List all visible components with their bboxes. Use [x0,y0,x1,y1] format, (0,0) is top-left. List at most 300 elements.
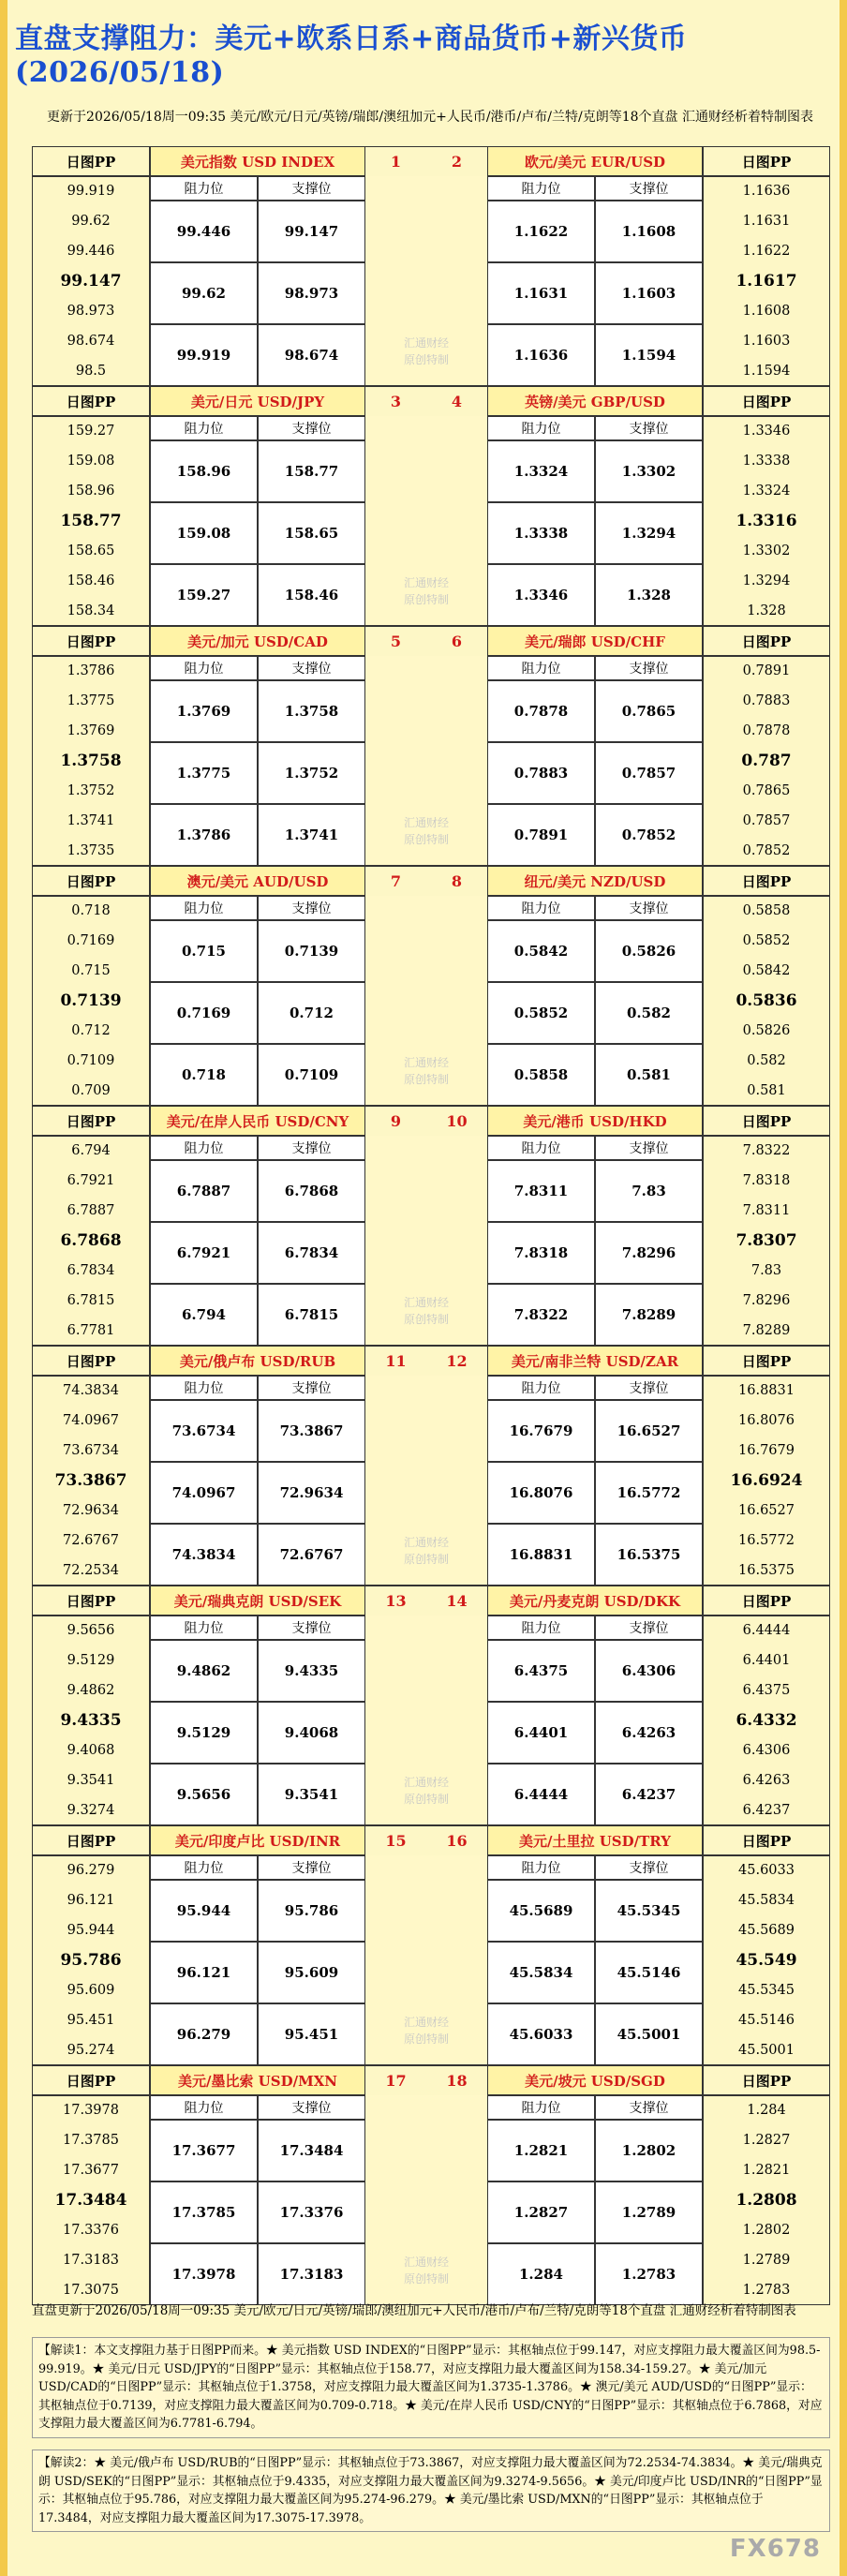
support-value-left: 158.65 [258,502,365,564]
support-value-right: 0.5826 [595,920,703,982]
pp-level-right: 1.2783 [742,2283,791,2298]
pair-number-right: 16 [426,1825,487,1855]
resistance-value-left: 6.7921 [150,1222,258,1284]
pp-level-right: 16.5375 [738,1563,795,1578]
support-label-right: 支撑位 [595,1855,703,1880]
note-block-1: 【解读1：本文支撑阻力基于日图PP而来。★ 美元指数 USD INDEX的“日图PP”显示：其枢轴点位于99.147，对应支撑阻力最大覆盖区间为98.5-99.919。★ 美元/日元 USD/JPY的“日图PP”显示：其枢轴点位于158.77，对应支撑阻力最大覆盖区间为158.34-159.27。★ 美元/加元 USD/CAD的“日图PP”显示：其枢轴点位于1.3758，对应支撑阻力最大覆盖区间为1.3735-1.3786。★ 澳元/美元 AUD/USD的“日图PP”显示：其枢轴点位于0.7139，对应支撑阻力最大覆盖区间为0.709-0.718。★ 美元/在岸人民币 USD/CNY的“日图PP”显示：其枢轴点位于6.7868，对应支撑阻力最大覆盖区间为6.7781-6.794。 [32,2337,830,2438]
resistance-label-left: 阻力位 [150,1136,258,1160]
pp-level-left: 98.674 [67,334,115,349]
resistance-value-right: 7.8322 [487,1284,595,1346]
pair-number-right: 14 [426,1586,487,1616]
resistance-label-right: 阻力位 [487,2095,595,2120]
resistance-value-right: 1.3346 [487,564,595,626]
pair-title-left: 美元/俄卢布 USD/RUB [150,1346,365,1376]
pair-title-left: 美元/在岸人民币 USD/CNY [150,1106,365,1136]
support-value-left: 17.3484 [258,2120,365,2181]
pp-level-right: 0.7852 [742,843,791,858]
support-value-right: 45.5001 [595,2003,703,2065]
pair-block [32,626,830,866]
support-label-left: 支撑位 [258,1376,365,1400]
resistance-value-left: 74.0967 [150,1462,258,1524]
pp-level-right: 1.1594 [742,364,791,379]
pp-level-right: 1.2802 [742,2223,791,2238]
resistance-label-left: 阻力位 [150,1616,258,1640]
pair-title-left: 美元/瑞典克朗 USD/SEK [150,1586,365,1616]
pp-level-right: 0.7865 [742,783,791,798]
watermark-text: 汇通财经 原创特制 [403,576,449,606]
resistance-value-left: 96.121 [150,1942,258,2003]
pp-level-left: 0.7169 [67,933,115,948]
pp-level-right: 16.8076 [738,1413,795,1428]
pp-level-left: 0.715 [71,963,111,978]
pp-level-left: 96.121 [67,1893,115,1908]
support-label-right: 支撑位 [595,656,703,680]
support-value-left: 99.147 [258,201,365,262]
pp-level-right: 6.4306 [742,1743,791,1758]
pp-level-left: 6.7815 [67,1293,115,1308]
pp-level-right: 6.4401 [742,1653,791,1668]
resistance-value-left: 17.3677 [150,2120,258,2181]
pp-level-left: 1.3769 [67,723,115,738]
pp-level-right: 0.582 [747,1053,786,1068]
support-label-right: 支撑位 [595,1616,703,1640]
support-value-left: 9.3541 [258,1764,365,1825]
resistance-value-left: 9.4862 [150,1640,258,1702]
resistance-value-right: 0.7878 [487,680,595,742]
pp-level-left: 9.5129 [67,1653,115,1668]
resistance-value-right: 1.284 [487,2243,595,2305]
pp-level-left: 6.794 [71,1143,111,1158]
resistance-value-right: 16.8831 [487,1524,595,1586]
pp-level-left: 99.919 [67,184,115,199]
support-value-left: 6.7834 [258,1222,365,1284]
pair-number-left: 5 [365,626,426,656]
pp-level-right: 7.8322 [742,1143,791,1158]
pivot-point-left: 99.147 [60,272,122,290]
pp-level-right: 1.284 [747,2103,786,2118]
pp-level-right: 45.6033 [738,1863,795,1878]
pp-level-left: 9.3274 [67,1803,115,1818]
support-value-right: 0.7852 [595,804,703,866]
resistance-label-right: 阻力位 [487,896,595,920]
pp-level-left: 99.446 [67,244,115,259]
pair-block [32,1346,830,1586]
support-value-right: 1.2783 [595,2243,703,2305]
resistance-value-left: 1.3775 [150,742,258,804]
pp-level-left: 72.9634 [63,1503,119,1518]
pp-level-right: 6.4375 [742,1683,791,1698]
pair-title-left: 澳元/美元 AUD/USD [150,866,365,896]
pp-level-right: 1.1636 [742,184,791,199]
pp-level-left: 0.709 [71,1083,111,1098]
watermark-text: 汇通财经 原创特制 [403,1536,449,1566]
pair-number-left: 9 [365,1106,426,1136]
pivot-point-left: 73.3867 [54,1471,127,1490]
pair-number-left: 7 [365,866,426,896]
pivot-point-left: 158.77 [60,512,122,530]
pp-header-left: 日图PP [32,146,150,176]
resistance-value-right: 1.1622 [487,201,595,262]
pair-number-left: 15 [365,1825,426,1855]
pp-level-right: 45.5146 [738,2013,795,2028]
pivot-point-left: 6.7868 [60,1231,122,1250]
pp-level-right: 16.5772 [738,1533,795,1548]
pp-level-right: 7.8289 [742,1323,791,1338]
pp-level-right: 1.3324 [742,484,791,499]
pair-number-right: 8 [426,866,487,896]
support-value-left: 73.3867 [258,1400,365,1462]
pp-level-right: 16.6527 [738,1503,795,1518]
pair-number-right: 18 [426,2065,487,2095]
resistance-value-left: 73.6734 [150,1400,258,1462]
watermark-text: 汇通财经 原创特制 [403,2016,449,2046]
pp-level-right: 6.4263 [742,1773,791,1788]
pp-level-right: 45.5689 [738,1923,795,1938]
resistance-value-left: 17.3978 [150,2243,258,2305]
pair-number-left: 13 [365,1586,426,1616]
support-value-right: 1.328 [595,564,703,626]
support-value-left: 6.7868 [258,1160,365,1222]
pp-level-right: 16.8831 [738,1383,795,1398]
pair-block [32,1586,830,1825]
pair-number-left: 11 [365,1346,426,1376]
pp-level-left: 158.46 [67,573,115,588]
support-value-left: 6.7815 [258,1284,365,1346]
pp-level-left: 9.4862 [67,1683,115,1698]
pp-header-left: 日图PP [32,2065,150,2095]
resistance-value-right: 1.3324 [487,440,595,502]
pp-level-left: 74.3834 [63,1383,119,1398]
pp-level-left: 158.34 [67,603,115,618]
resistance-value-left: 99.62 [150,262,258,324]
pp-level-left: 9.4068 [67,1743,115,1758]
resistance-value-right: 0.7883 [487,742,595,804]
pp-header-left: 日图PP [32,626,150,656]
pp-level-left: 6.7921 [67,1173,115,1188]
watermark-text: 汇通财经 原创特制 [403,336,449,366]
note-block-2: 【解读2：★ 美元/俄卢布 USD/RUB的“日图PP”显示：其枢轴点位于73.3867，对应支撑阻力最大覆盖区间为72.2534-74.3834。★ 美元/瑞典克朗 USD/SEK的“日图PP”显示：其枢轴点位于9.4335，对应支撑阻力最大覆盖区间为9.3274-9.5656。★ 美元/印度卢比 USD/INR的“日图PP”显示：其枢轴点位于95.786，对应支撑阻力最大覆盖区间为95.274-96.279。★ 美元/墨比索 USD/MXN的“日图PP”显示：其枢轴点位于17.3484，对应支撑阻力最大覆盖区间为17.3075-17.3978。 [32,2449,830,2532]
resistance-label-right: 阻力位 [487,1376,595,1400]
resistance-value-left: 1.3786 [150,804,258,866]
pp-level-right: 0.7883 [742,693,791,708]
resistance-value-right: 6.4444 [487,1764,595,1825]
support-value-right: 7.83 [595,1160,703,1222]
pp-level-left: 73.6734 [63,1443,119,1458]
support-value-right: 16.6527 [595,1400,703,1462]
pp-header-right: 日图PP [703,2065,830,2095]
pp-level-right: 0.5858 [742,903,791,918]
support-label-left: 支撑位 [258,896,365,920]
pp-level-left: 1.3735 [67,843,115,858]
support-value-right: 1.1608 [595,201,703,262]
pp-level-left: 0.718 [71,903,111,918]
pair-title-right: 纽元/美元 NZD/USD [487,866,703,896]
pp-level-right: 7.8296 [742,1293,791,1308]
resistance-value-right: 7.8311 [487,1160,595,1222]
pp-level-left: 9.3541 [67,1773,115,1788]
pp-level-left: 95.609 [67,1983,115,1998]
pp-level-left: 1.3786 [67,663,115,678]
support-value-right: 1.1594 [595,324,703,386]
resistance-value-left: 99.446 [150,201,258,262]
pp-header-right: 日图PP [703,866,830,896]
resistance-value-left: 159.08 [150,502,258,564]
pivot-point-left: 9.4335 [60,1711,122,1730]
pp-level-left: 98.973 [67,304,115,319]
resistance-label-left: 阻力位 [150,176,258,201]
pp-level-left: 72.2534 [63,1563,119,1578]
support-value-left: 1.3741 [258,804,365,866]
pivot-point-left: 1.3758 [60,752,122,770]
pivot-point-left: 17.3484 [54,2191,127,2210]
resistance-value-left: 9.5129 [150,1702,258,1764]
support-value-left: 95.451 [258,2003,365,2065]
pp-header-right: 日图PP [703,1586,830,1616]
resistance-value-right: 7.8318 [487,1222,595,1284]
pivot-point-right: 0.787 [741,752,792,770]
resistance-value-right: 0.5852 [487,982,595,1044]
pivot-point-right: 16.6924 [730,1471,803,1490]
pivot-point-left: 0.7139 [60,991,122,1010]
pp-level-left: 17.3075 [63,2283,119,2298]
support-value-left: 98.674 [258,324,365,386]
page-title: 直盘支撑阻力：美元+欧系日系+商品货币+新兴货币(2026/05/18) [15,22,688,89]
support-value-right: 16.5375 [595,1524,703,1586]
resistance-value-right: 16.7679 [487,1400,595,1462]
resistance-value-right: 0.5858 [487,1044,595,1106]
support-value-left: 72.9634 [258,1462,365,1524]
pp-level-right: 0.5842 [742,963,791,978]
pair-number-left: 1 [365,146,426,176]
support-label-right: 支撑位 [595,176,703,201]
support-value-right: 1.3302 [595,440,703,502]
pp-level-left: 17.3376 [63,2223,119,2238]
support-value-left: 9.4068 [258,1702,365,1764]
pp-level-right: 7.8311 [742,1203,791,1218]
pp-level-right: 16.7679 [738,1443,795,1458]
support-value-left: 9.4335 [258,1640,365,1702]
pair-title-right: 美元/瑞郎 USD/CHF [487,626,703,656]
pp-level-left: 98.5 [75,364,107,379]
pair-number-left: 3 [365,386,426,416]
resistance-value-left: 6.7887 [150,1160,258,1222]
pp-level-left: 6.7834 [67,1263,115,1278]
pp-header-left: 日图PP [32,866,150,896]
footer-update-line: 直盘更新于2026/05/18周一09:35 美元/欧元/日元/英镑/瑞郎/澳纽加元+人民币/港币/卢布/兰特/克朗等18个直盘 汇通财经析着特制图表 [32,2303,796,2318]
resistance-label-right: 阻力位 [487,1616,595,1640]
resistance-value-right: 45.5689 [487,1880,595,1942]
pp-header-left: 日图PP [32,1586,150,1616]
pair-number-right: 2 [426,146,487,176]
pair-block [32,1106,830,1346]
resistance-value-right: 16.8076 [487,1462,595,1524]
pp-level-right: 1.3346 [742,424,791,439]
pair-block [32,1825,830,2065]
pp-level-right: 1.1622 [742,244,791,259]
resistance-value-left: 1.3769 [150,680,258,742]
pp-header-left: 日图PP [32,1825,150,1855]
resistance-value-right: 1.1631 [487,262,595,324]
pp-level-left: 6.7887 [67,1203,115,1218]
pp-level-left: 6.7781 [67,1323,115,1338]
pair-title-left: 美元/日元 USD/JPY [150,386,365,416]
support-label-right: 支撑位 [595,2095,703,2120]
resistance-value-right: 45.5834 [487,1942,595,2003]
pp-level-right: 0.7857 [742,813,791,828]
pp-level-left: 158.65 [67,543,115,558]
support-value-right: 1.2789 [595,2181,703,2243]
resistance-value-left: 6.794 [150,1284,258,1346]
pp-level-left: 1.3752 [67,783,115,798]
pair-number-right: 12 [426,1346,487,1376]
support-label-left: 支撑位 [258,1616,365,1640]
pp-level-right: 7.8318 [742,1173,791,1188]
pp-level-left: 0.7109 [67,1053,115,1068]
pp-header-left: 日图PP [32,386,150,416]
pp-level-left: 158.96 [67,484,115,499]
pp-level-left: 72.6767 [63,1533,119,1548]
pair-number-right: 10 [426,1106,487,1136]
pair-block [32,2065,830,2305]
pp-level-left: 17.3183 [63,2253,119,2268]
pair-title-right: 美元/港币 USD/HKD [487,1106,703,1136]
resistance-value-right: 1.3338 [487,502,595,564]
pp-level-right: 1.328 [747,603,786,618]
pp-level-left: 1.3741 [67,813,115,828]
pp-level-left: 159.27 [67,424,115,439]
support-label-left: 支撑位 [258,2095,365,2120]
pair-title-left: 美元/印度卢比 USD/INR [150,1825,365,1855]
fx678-logo: FX678 [729,2535,821,2563]
pp-header-right: 日图PP [703,386,830,416]
resistance-value-left: 158.96 [150,440,258,502]
support-value-right: 45.5146 [595,1942,703,2003]
resistance-value-left: 159.27 [150,564,258,626]
resistance-label-left: 阻力位 [150,1855,258,1880]
resistance-value-left: 74.3834 [150,1524,258,1586]
pp-level-right: 45.5834 [738,1893,795,1908]
pivot-point-right: 0.5836 [736,991,797,1010]
pair-title-left: 美元/加元 USD/CAD [150,626,365,656]
watermark-text: 汇通财经 原创特制 [403,816,449,846]
pp-level-left: 99.62 [71,214,111,229]
resistance-value-left: 0.718 [150,1044,258,1106]
pp-header-right: 日图PP [703,1346,830,1376]
pair-number-right: 6 [426,626,487,656]
support-value-right: 0.582 [595,982,703,1044]
pair-title-left: 美元指数 USD INDEX [150,146,365,176]
support-label-left: 支撑位 [258,416,365,440]
support-value-right: 7.8296 [595,1222,703,1284]
pp-level-left: 17.3677 [63,2163,119,2178]
pp-level-right: 1.2821 [742,2163,791,2178]
pp-level-right: 1.2789 [742,2253,791,2268]
support-value-left: 17.3183 [258,2243,365,2305]
resistance-label-left: 阻力位 [150,2095,258,2120]
resistance-label-left: 阻力位 [150,656,258,680]
pp-level-right: 45.5001 [738,2043,795,2058]
resistance-value-right: 6.4401 [487,1702,595,1764]
update-subtitle: 更新于2026/05/18周一09:35 美元/欧元/日元/英镑/瑞郎/澳纽加元+人民币/港币/卢布/兰特/克朗等18个直盘 汇通财经析着特制图表 [47,110,813,125]
resistance-value-right: 1.2821 [487,2120,595,2181]
support-value-right: 45.5345 [595,1880,703,1942]
pair-title-right: 英镑/美元 GBP/USD [487,386,703,416]
resistance-value-left: 95.944 [150,1880,258,1942]
pair-block [32,386,830,626]
pp-level-right: 0.5826 [742,1023,791,1038]
pair-title-right: 美元/坡元 USD/SGD [487,2065,703,2095]
pp-level-right: 45.5345 [738,1983,795,1998]
pp-level-right: 6.4237 [742,1803,791,1818]
resistance-value-left: 17.3785 [150,2181,258,2243]
resistance-value-left: 99.919 [150,324,258,386]
watermark-text: 汇通财经 原创特制 [403,1776,449,1806]
support-value-left: 17.3376 [258,2181,365,2243]
support-value-left: 1.3758 [258,680,365,742]
pp-level-left: 17.3978 [63,2103,119,2118]
pair-title-left: 美元/墨比索 USD/MXN [150,2065,365,2095]
pp-level-right: 7.83 [750,1263,782,1278]
resistance-label-right: 阻力位 [487,1855,595,1880]
pp-header-right: 日图PP [703,1825,830,1855]
pivot-point-right: 7.8307 [736,1231,797,1250]
resistance-label-left: 阻力位 [150,896,258,920]
pp-level-right: 0.7891 [742,663,791,678]
pp-level-right: 0.581 [747,1083,786,1098]
support-label-right: 支撑位 [595,416,703,440]
support-value-left: 1.3752 [258,742,365,804]
resistance-label-right: 阻力位 [487,656,595,680]
pp-level-right: 1.1603 [742,334,791,349]
watermark-text: 汇通财经 原创特制 [403,2256,449,2286]
support-value-right: 1.1603 [595,262,703,324]
pp-level-left: 159.08 [67,454,115,469]
pivot-point-left: 95.786 [60,1951,122,1970]
resistance-label-right: 阻力位 [487,416,595,440]
pp-level-right: 1.2827 [742,2133,791,2148]
resistance-value-right: 0.5842 [487,920,595,982]
resistance-label-right: 阻力位 [487,176,595,201]
pp-level-left: 96.279 [67,1863,115,1878]
pivot-grid [32,146,830,2305]
pp-header-left: 日图PP [32,1346,150,1376]
support-value-right: 0.581 [595,1044,703,1106]
pp-level-right: 1.1608 [742,304,791,319]
resistance-value-left: 0.7169 [150,982,258,1044]
pivot-point-right: 6.4332 [736,1711,797,1730]
support-value-right: 0.7857 [595,742,703,804]
support-label-right: 支撑位 [595,1136,703,1160]
support-value-left: 158.46 [258,564,365,626]
pp-level-right: 0.5852 [742,933,791,948]
pp-level-left: 95.274 [67,2043,115,2058]
resistance-label-left: 阻力位 [150,416,258,440]
support-label-left: 支撑位 [258,656,365,680]
resistance-value-left: 96.279 [150,2003,258,2065]
pp-header-right: 日图PP [703,626,830,656]
support-label-left: 支撑位 [258,1855,365,1880]
pair-title-right: 美元/南非兰特 USD/ZAR [487,1346,703,1376]
support-value-right: 1.3294 [595,502,703,564]
pair-title-right: 美元/土里拉 USD/TRY [487,1825,703,1855]
support-value-right: 16.5772 [595,1462,703,1524]
pp-level-left: 95.944 [67,1923,115,1938]
support-label-left: 支撑位 [258,176,365,201]
support-value-left: 95.786 [258,1880,365,1942]
support-value-right: 6.4306 [595,1640,703,1702]
pp-header-right: 日图PP [703,1106,830,1136]
watermark-text: 汇通财经 原创特制 [403,1056,449,1086]
